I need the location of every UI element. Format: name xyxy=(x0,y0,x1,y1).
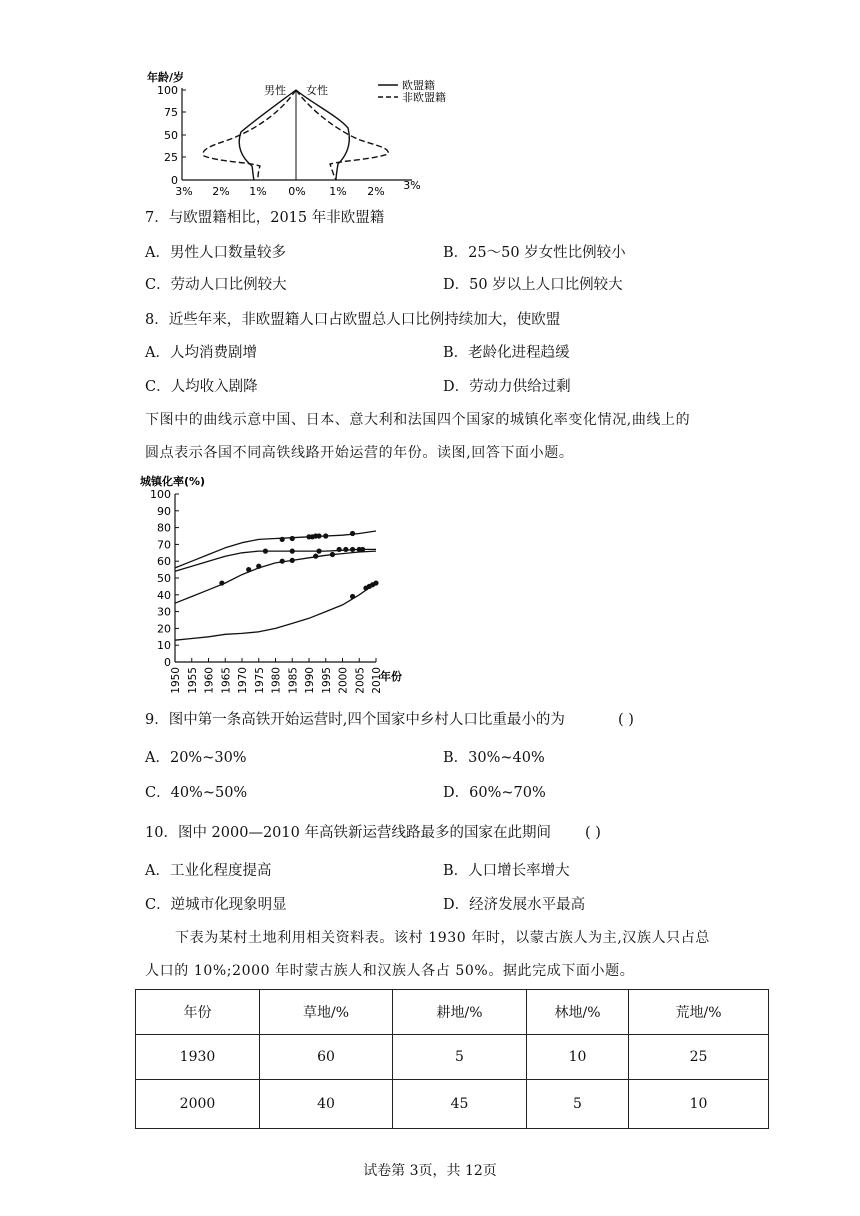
table-cell: 25 xyxy=(629,1035,769,1080)
q9-option-d[interactable]: D．60%~70% xyxy=(443,785,546,801)
q7-option-c[interactable]: C．劳动人口比例较大 xyxy=(145,277,287,293)
chart-xtick-label: 2010 xyxy=(371,667,383,694)
hsr-opening-point xyxy=(313,554,318,559)
pyramid-xtick: 3% xyxy=(175,185,193,198)
pyramid-xtick: 2% xyxy=(367,185,385,198)
q8-option-d[interactable]: D．劳动力供给过剩 xyxy=(443,379,571,395)
chart-xtick-label: 1985 xyxy=(287,667,300,694)
q7-option-d[interactable]: D．50 岁以上人口比例较大 xyxy=(443,277,623,293)
q8-stem: 8．近些年来，非欧盟籍人口占欧盟总人口比例持续加大，使欧盟 xyxy=(145,312,561,328)
pyramid-xtick: 0% xyxy=(288,185,306,198)
chart-ytick-label: 30 xyxy=(157,605,171,619)
hsr-opening-point xyxy=(343,547,348,552)
pyramid-ytick: 0 xyxy=(171,174,178,187)
intro3-line1: 下表为某村土地利用相关资料表。该村 1930 年时，以蒙古族人为主,汉族人只占总 xyxy=(175,930,710,946)
q10-option-d[interactable]: D．经济发展水平最高 xyxy=(443,897,586,913)
female-label: 女性 xyxy=(306,84,328,97)
pyramid-ytick: 25 xyxy=(164,151,178,164)
pyramid-ytick: 50 xyxy=(164,129,178,142)
hsr-opening-point xyxy=(350,531,355,536)
pyramid-xtick: 1% xyxy=(329,185,347,198)
hsr-opening-point xyxy=(219,580,224,585)
table-row xyxy=(136,1035,769,1080)
male-label: 男性 xyxy=(264,84,286,97)
chart-ytick-label: 70 xyxy=(157,538,171,552)
chart-ylabel: 城镇化率(%) xyxy=(140,475,206,488)
q9-stem: 9．图中第一条高铁开始运营时,四个国家中乡村人口比重最小的为 xyxy=(145,712,565,728)
q9-option-b[interactable]: B．30%~40% xyxy=(443,750,545,766)
hsr-opening-point xyxy=(330,552,335,557)
q10-stem: 10．图中 2000—2010 年高铁新运营线路最多的国家在此期间 xyxy=(145,825,551,841)
pyramid-xtick: 2% xyxy=(212,185,230,198)
q7-stem: 7．与欧盟籍相比，2015 年非欧盟籍 xyxy=(145,210,385,226)
hsr-opening-point xyxy=(256,564,261,569)
hsr-opening-point xyxy=(316,533,321,538)
table-header-cell: 年份 xyxy=(136,990,260,1035)
table-header-cell: 荒地/% xyxy=(629,990,769,1035)
chart-xtick-label: 1980 xyxy=(270,667,283,694)
chart-ytick-label: 50 xyxy=(157,572,171,585)
chart-xtick-label: 2000 xyxy=(337,667,350,694)
hsr-opening-point xyxy=(337,547,342,552)
hsr-opening-point xyxy=(280,537,285,542)
hsr-opening-point xyxy=(350,547,355,552)
intro3-line2: 人口的 10%;2000 年时蒙古族人和汉族人各占 50%。据此完成下面小题。 xyxy=(145,963,635,979)
chart-ytick-label: 20 xyxy=(157,622,171,636)
table-cell: 60 xyxy=(260,1035,393,1080)
hsr-opening-point xyxy=(290,558,295,563)
chart-ytick-label: 10 xyxy=(157,639,171,653)
noneu-female-curve xyxy=(296,90,388,180)
hsr-opening-point xyxy=(290,549,295,554)
pyramid-ylabel: 年龄/岁 xyxy=(147,71,185,84)
noneu-male-curve xyxy=(203,90,296,180)
table-header-cell: 耕地/% xyxy=(393,990,527,1035)
table-cell: 10 xyxy=(629,1080,769,1129)
q10-answer-paren: ( ) xyxy=(585,825,601,841)
table-cell: 5 xyxy=(393,1035,527,1080)
hsr-opening-point xyxy=(316,549,321,554)
chart-xtick-label: 1975 xyxy=(253,667,266,694)
pyramid-xtick: 3% xyxy=(403,179,421,192)
q7-option-b[interactable]: B．25～50 岁女性比例较小 xyxy=(443,245,626,261)
chart-ytick-label: 60 xyxy=(157,555,171,569)
land-use-table xyxy=(135,989,769,1129)
q9-option-c[interactable]: C．40%~50% xyxy=(145,785,248,801)
chart-xtick-label: 2005 xyxy=(354,667,367,694)
q10-option-a[interactable]: A．工业化程度提高 xyxy=(145,863,272,879)
table-cell: 1930 xyxy=(136,1035,260,1080)
q7-option-a[interactable]: A．男性人口数量较多 xyxy=(145,245,286,261)
pyramid-ytick: 100 xyxy=(157,84,178,97)
table-cell: 10 xyxy=(527,1035,629,1080)
table-cell: 40 xyxy=(260,1080,393,1129)
table-cell: 2000 xyxy=(136,1080,260,1129)
page-footer: 试卷第 3页，共 12页 xyxy=(363,1163,497,1179)
chart-xtick-label: 1995 xyxy=(320,667,333,694)
intro2-line2: 圆点表示各国不同高铁线路开始运营的年份。读图,回答下面小题。 xyxy=(145,445,574,461)
q9-option-a[interactable]: A．20%~30% xyxy=(145,750,247,766)
table-header-row xyxy=(136,990,769,1035)
table-header-cell: 林地/% xyxy=(527,990,629,1035)
intro2-line1: 下图中的曲线示意中国、日本、意大利和法国四个国家的城镇化率变化情况,曲线上的 xyxy=(145,412,691,428)
legend-noneu-label: 非欧盟籍 xyxy=(402,91,446,104)
chart-xtick-label: 1970 xyxy=(237,667,249,694)
population-pyramid xyxy=(140,66,446,201)
chart-ytick-label: 80 xyxy=(157,521,171,535)
eu-female-curve xyxy=(296,90,349,180)
chart-ytick-label: 40 xyxy=(157,588,171,602)
q8-option-b[interactable]: B．老龄化进程趋缓 xyxy=(443,345,570,361)
chart-ytick-label: 0 xyxy=(164,656,171,669)
urbanization-chart xyxy=(138,472,438,697)
table-cell: 45 xyxy=(393,1080,527,1129)
chart-ytick-label: 100 xyxy=(150,488,171,501)
legend-eu-label: 欧盟籍 xyxy=(402,79,435,92)
pyramid-ytick: 75 xyxy=(164,106,178,119)
chart-xtick-label: 1955 xyxy=(186,667,199,694)
hsr-opening-point xyxy=(323,533,328,538)
hsr-opening-point xyxy=(246,567,251,572)
table-header-cell: 草地/% xyxy=(260,990,393,1035)
hsr-opening-point xyxy=(263,549,268,554)
q8-option-a[interactable]: A．人均消费剧增 xyxy=(145,345,257,361)
q9-answer-paren: ( ) xyxy=(618,712,634,728)
q8-option-c[interactable]: C．人均收入剧降 xyxy=(145,379,258,395)
table-cell: 5 xyxy=(527,1080,629,1129)
table-row xyxy=(136,1080,769,1129)
pyramid-xtick: 1% xyxy=(249,185,267,198)
hsr-opening-point xyxy=(290,536,295,541)
chart-xtick-label: 1950 xyxy=(170,667,182,694)
hsr-opening-point xyxy=(350,594,355,599)
q10-option-b[interactable]: B．人口增长率增大 xyxy=(443,863,570,879)
eu-male-curve xyxy=(239,90,296,180)
hsr-opening-point xyxy=(280,559,285,564)
chart-xtick-label: 1960 xyxy=(203,667,216,694)
q10-option-c[interactable]: C．逆城市化现象明显 xyxy=(145,897,287,913)
hsr-opening-point xyxy=(373,580,378,585)
chart-xtick-label: 1990 xyxy=(304,667,316,694)
chart-xtick-label: 1965 xyxy=(220,667,233,694)
chart-xlabel: 年份 xyxy=(380,670,402,683)
series-line-3 xyxy=(175,551,376,603)
chart-ytick-label: 90 xyxy=(157,504,171,518)
